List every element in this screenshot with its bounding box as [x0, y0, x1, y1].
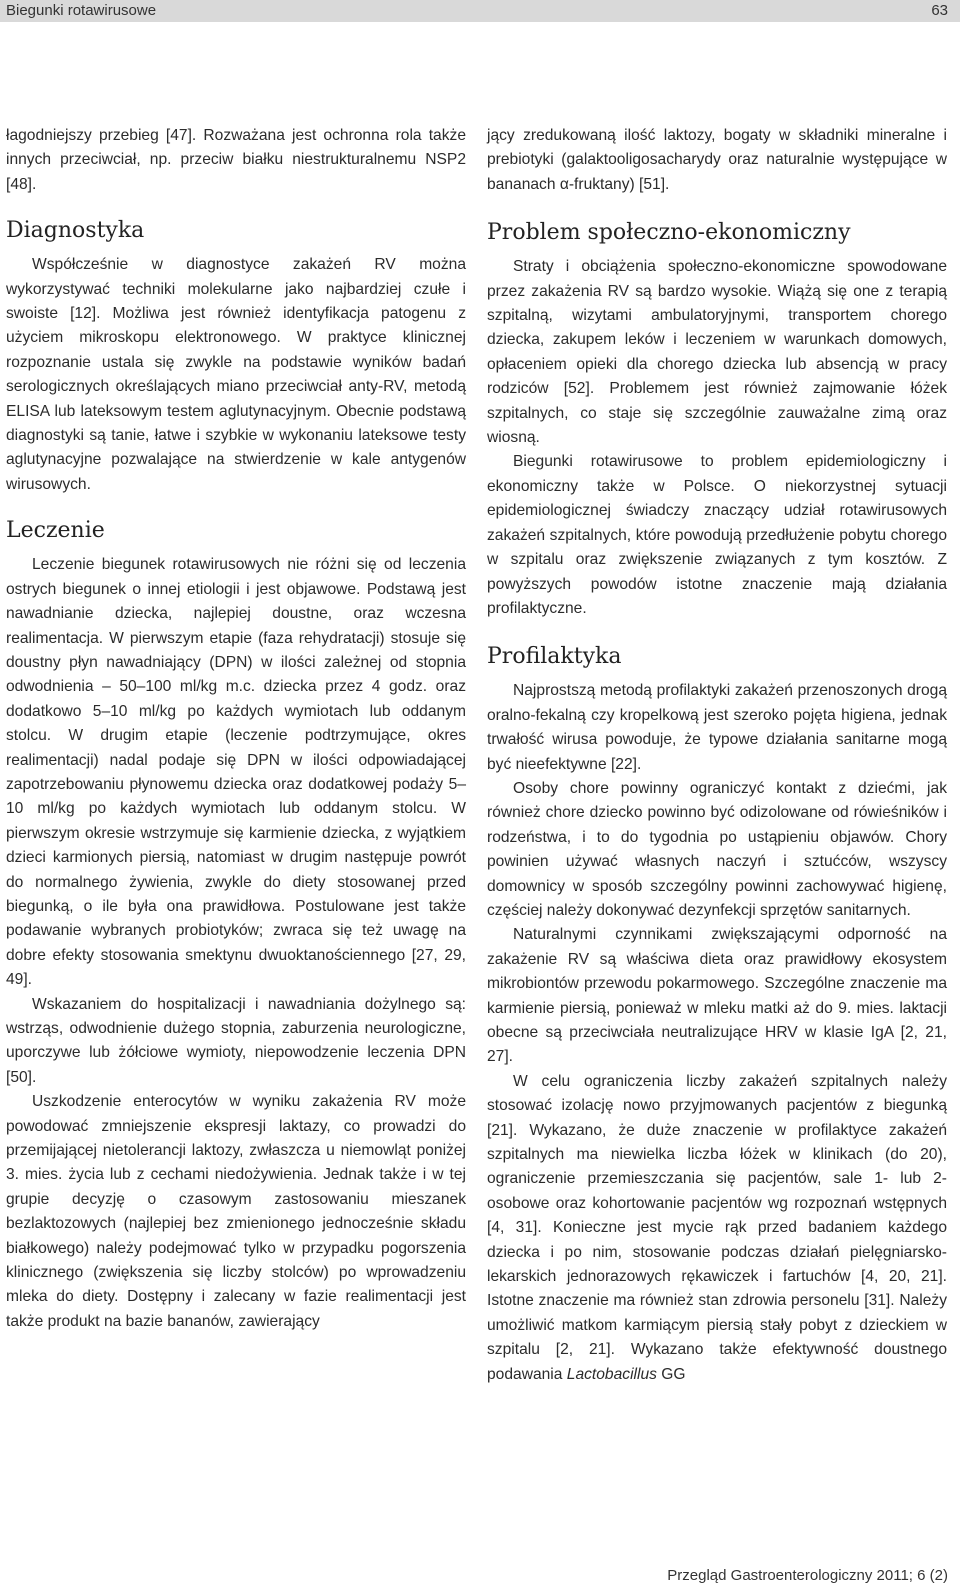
- left-column: [6, 124, 466, 1334]
- paragraph-problem-2: Biegunki rotawirusowe to problem epidemiologiczny i ekonomiczny także w Polsce. O niekorzystnej sytuacji epidemiologicznej świadczy znaczący udział rotawirusowych zakażeń szpitalnych, które powodują przedłużenie pobytu chorego w szpitalu oraz zwiększenie związanych z tym kosztów. Z powyższych powodów istotne znaczenie mają działania profilaktyczne.: [487, 453, 947, 617]
- paragraph-problem-1: Straty i obciążenia społeczno-ekonomiczne spowodowane przez zakażenia RV są bardzo wysokie. Wiążą się one z terapią szpitalną, wizytami ambulatoryjnymi, transportem chorego dziecka, zakupem leków i leczeniem w warunkach domowych, opłaceniem opieki dla chorego dziecka lub absencją w pracy rodziców [52]. Problemem jest również zajmowanie łóżek szpitalnych, co staje się szczególnie zauważalne zimą oraz wiosną.: [487, 258, 947, 447]
- paragraph-leczenie-2: Wskazaniem do hospitalizacji i nawadniania dożylnego są: wstrząs, odwodnienie dużego stopnia, zaburzenia neurologiczne, uporczywe lub żółciowe wymioty, niepowodzenie leczenia DPN [50].: [6, 995, 466, 1086]
- running-header-title: Biegunki rotawirusowe: [6, 2, 157, 19]
- paragraph-profilaktyka-2: Osoby chore powinny ograniczyć kontakt z dziećmi, jak również chore dziecko powinno być odizolowane od rówieśników i rodzeństwa, i to do tygodnia po ustąpieniu objawów. Chory powinien używać własnych naczyń i sztućców, wszyscy domownicy w sposób szczególny powinni zachowywać higienę, częściej należy dokonywać dezynfekcji sprzętów sanitarnych.: [487, 779, 947, 919]
- paragraph-intro: łagodniejszy przebieg [47]. Rozważana jest ochronna rola także innych przeciwciał, np. przeciw białku niestrukturalnemu NSP2 [48].: [6, 127, 466, 193]
- heading-profilaktyka: Profilaktyka: [487, 644, 622, 670]
- page-number: 63: [931, 2, 948, 19]
- right-column: [487, 124, 947, 1387]
- paragraph-profilaktyka-4-end: GG: [661, 1365, 686, 1383]
- paragraph-profilaktyka-4-text: W celu ograniczenia liczby zakażeń szpitalnych należy stosować izolację nowo przyjmowanych pacjentów z biegunką [21]. Wykazano, że duże znaczenie w profilaktyce zakażeń szpitalnych ma niewielka liczba łóżek w klinikach (do 20), ograniczenie przemieszczania się pacjentów, sale 1- lub 2-osobowe oraz kohortowanie pacjentów wg rozpoznań wstępnych [4, 31]. Konieczne jest mycie rąk przed badaniem każdego dziecka i po nim, stosowanie podczas działań pielęgniarsko-lekarskich jednorazowych rękawiczek i fartuchów [4, 20, 21]. Istotne znaczenie ma również stan zdrowia personelu [31]. Należy umożliwić matkom karmiącym piersią stały pobyt z dzieckiem w szpitalu [2, 21]. Wykazano także efektywność doustnego podawania: [487, 1072, 947, 1383]
- journal-citation: Przegląd Gastroenterologiczny 2011; 6 (2): [667, 1567, 948, 1584]
- heading-diagnostyka: Diagnostyka: [6, 218, 145, 244]
- paragraph-profilaktyka-3: Naturalnymi czynnikami zwiększającymi odporność na zakażenie RV są właściwa dieta oraz prawidłowy ekosystem mikrobiontów przewodu pokarmowego. Szczególne znaczenie ma karmienie piersią, ponieważ w mleku matki aż do 9. mies. laktacji obecne są przeciwciała neutralizujące HRV w klasie IgA [2, 21, 27].: [487, 926, 947, 1066]
- species-name: Lactobacillus: [566, 1365, 657, 1383]
- paragraph-leczenie-3: Uszkodzenie enterocytów w wyniku zakażenia RV może powodować zmniejszenie ekspresji laktazy, co prowadzi do przemijającej nietolerancji laktozy, zwłaszcza u niemowląt poniżej 3. mies. życia lub z cechami niedożywienia. Jednak także i w tej grupie decyzję o czasowym zastosowaniu mieszanek bezlaktozowych (najlepiej bez zmienionego jednocześnie składu białkowego) należy podejmować tylko w przypadku pogorszenia klinicznego (zwiększenia się liczby stolców) po wprowadzeniu mleka do diety. Dostępny i zalecany w fazie realimentacji jest także produkt na bazie bananów, zawierający: [6, 1093, 466, 1330]
- heading-problem: Problem społeczno-ekonomiczny: [487, 220, 851, 246]
- paragraph-continuation: jący zredukowaną ilość laktozy, bogaty w składniki mineralne i prebiotyki (galaktooligosacharydy oraz naturalnie występujące w bananach α-fruktany) [51].: [487, 127, 947, 193]
- paragraph-diagnostyka: Współcześnie w diagnostyce zakażeń RV można wykorzystywać techniki molekularne jako najbardziej czułe i swoiste [12]. Możliwa jest również identyfikacja patogenu z użyciem mikroskopu elektronowego. W praktyce klinicznej rozpoznanie ustala się zwykle na podstawie wyników badań serologicznych określających miano przeciwciał anty-RV, metodą ELISA lub lateksowym testem aglutynacyjnym. Obecnie podstawą diagnostyki są tanie, łatwe i szybkie w wykonaniu lateksowe testy aglutynacyjne pozwalające na stwierdzenie w kale antygenów wirusowych.: [6, 256, 466, 493]
- paragraph-leczenie-1: Leczenie biegunek rotawirusowych nie różni się od leczenia ostrych biegunek o innej etiologii i jest objawowe. Podstawą jest nawadnianie dziecka, najlepiej doustne, oraz wczesna realimentacja. W pierwszym etapie (faza rehydratacji) stosuje się doustny płyn nawadniający (DPN) w ilości zależnej od stopnia odwodnienia – 50–100 ml/kg m.c. dziecka przez 4 godz. oraz dodatkowo 5–10 ml/kg po każdych wymiotach lub oddanym stolcu. W drugim etapie (leczenie podtrzymujące, okres realimentacji) nadal podaje się DPN w ilości odpowiadającej zapotrzebowaniu płynowemu dziecka oraz dodatkowej podaży 5–10 ml/kg po każdych wymiotach lub oddanym stolcu. W pierwszym okresie wstrzymuje się karmienie dziecka, z wyjątkiem dzieci karmionych piersią, natomiast w drugim następuje powrót do normalnego żywienia, zwykle do diety stosowanej przed biegunką, o ile była ona prawidłowa. Postulowane jest także podawanie wybranych probiotyków; zwraca się też uwagę na dobre efekty stosowania smektynu dwuoktanościennego [27, 29, 49].: [6, 556, 466, 989]
- heading-leczenie: Leczenie: [6, 518, 105, 544]
- paragraph-profilaktyka-1: Najprostszą metodą profilaktyki zakażeń przenoszonych drogą oralno-fekalną czy kropelkową jest szeroko pojęta higiena, jednak trwałość wirusa powoduje, że typowe działania sanitarne mogą być nieefektywne [22].: [487, 682, 947, 773]
- running-header: [0, 0, 960, 22]
- paragraph-profilaktyka-4: [487, 1070, 947, 1387]
